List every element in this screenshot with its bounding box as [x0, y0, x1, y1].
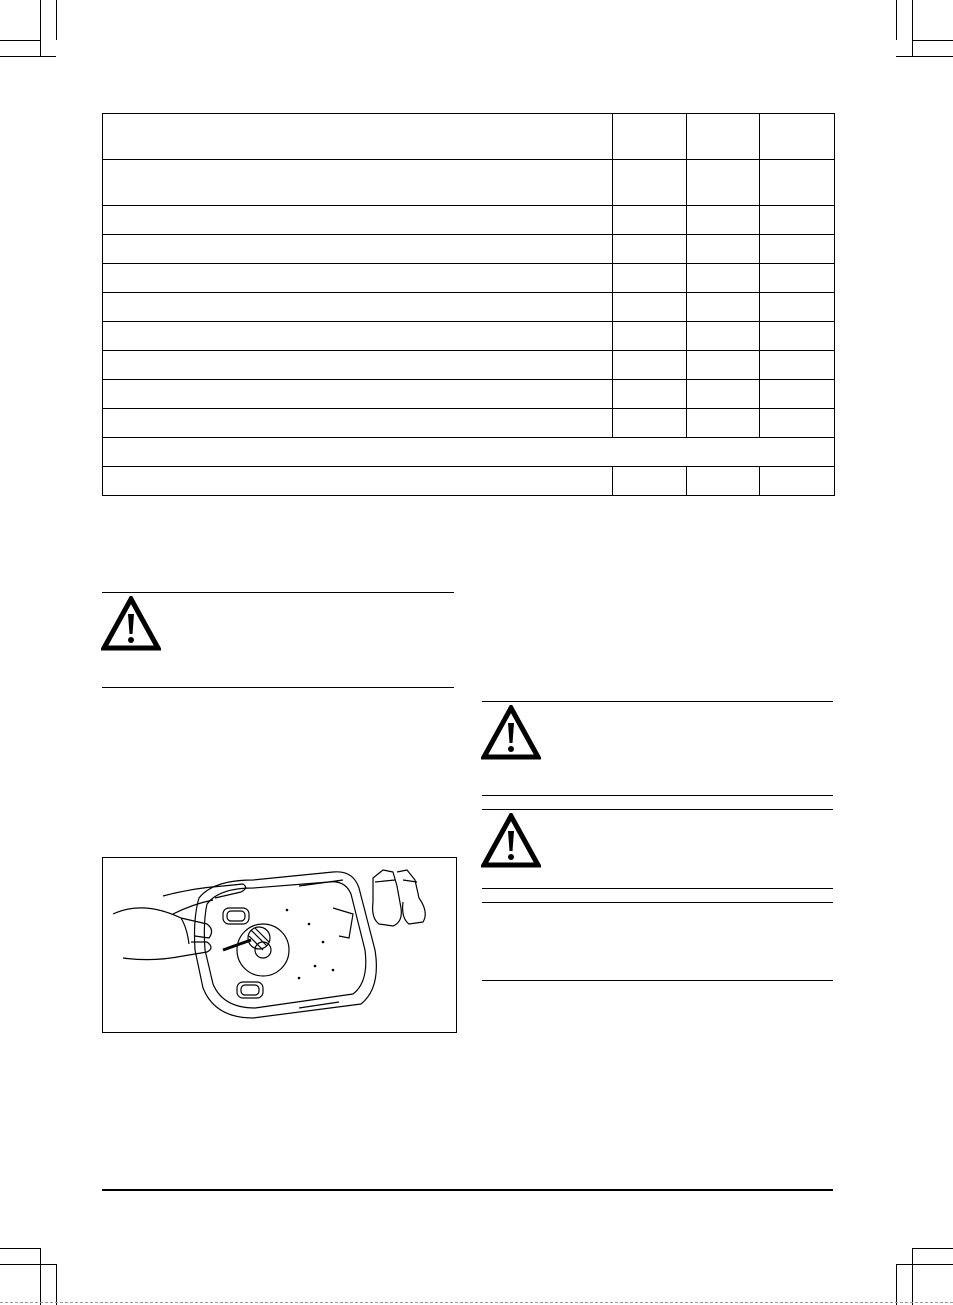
footer-rule — [102, 1189, 833, 1191]
table-cell — [103, 160, 613, 206]
table-cell — [687, 114, 760, 160]
table-row — [103, 235, 835, 264]
table-cell — [613, 114, 687, 160]
table-cell — [613, 160, 687, 206]
warning-triangle-icon — [101, 596, 161, 652]
table-cell — [103, 467, 613, 496]
table-cell — [687, 235, 760, 264]
table-cell — [613, 380, 687, 409]
table-row — [103, 206, 835, 235]
table-cell — [103, 351, 613, 380]
table-cell — [687, 160, 760, 206]
warning-triangle-icon — [481, 813, 541, 869]
table-cell — [613, 235, 687, 264]
table-cell — [103, 264, 613, 293]
table-row — [103, 438, 835, 467]
table-row — [103, 409, 835, 438]
warning-triangle-icon — [481, 705, 541, 761]
table-cell — [760, 380, 835, 409]
table-row — [103, 351, 835, 380]
cleaning-illustration — [102, 857, 457, 1033]
table-cell — [760, 409, 835, 438]
table-cell — [103, 380, 613, 409]
table-row — [103, 264, 835, 293]
table-cell — [760, 264, 835, 293]
table-cell — [613, 322, 687, 351]
table-cell — [760, 322, 835, 351]
table-cell — [103, 293, 613, 322]
table-cell — [687, 322, 760, 351]
table-cell — [613, 467, 687, 496]
table-cell — [613, 351, 687, 380]
table-cell — [103, 206, 613, 235]
table-cell — [103, 114, 613, 160]
table-cell — [760, 206, 835, 235]
table-cell — [760, 467, 835, 496]
table-row — [103, 380, 835, 409]
table-cell — [760, 235, 835, 264]
table-row — [103, 114, 835, 160]
table-row — [103, 322, 835, 351]
table-cell — [103, 409, 613, 438]
table-row — [103, 160, 835, 206]
table-row — [103, 467, 835, 496]
table-cell — [760, 293, 835, 322]
table-cell — [687, 409, 760, 438]
table-cell — [687, 380, 760, 409]
table-cell — [760, 160, 835, 206]
table-cell — [687, 206, 760, 235]
table-cell — [613, 206, 687, 235]
table-cell — [103, 235, 613, 264]
table-cell — [613, 264, 687, 293]
specification-table — [102, 113, 835, 496]
table-cell — [760, 114, 835, 160]
table-cell — [103, 438, 835, 467]
table-cell — [613, 409, 687, 438]
page-trim-line — [0, 1302, 953, 1303]
table-cell — [687, 293, 760, 322]
table-row — [103, 293, 835, 322]
table-cell — [687, 264, 760, 293]
table-cell — [687, 351, 760, 380]
table-cell — [760, 351, 835, 380]
mower-cleaning-drawing — [103, 858, 456, 1032]
table-cell — [613, 293, 687, 322]
table-cell — [103, 322, 613, 351]
table-cell — [687, 467, 760, 496]
